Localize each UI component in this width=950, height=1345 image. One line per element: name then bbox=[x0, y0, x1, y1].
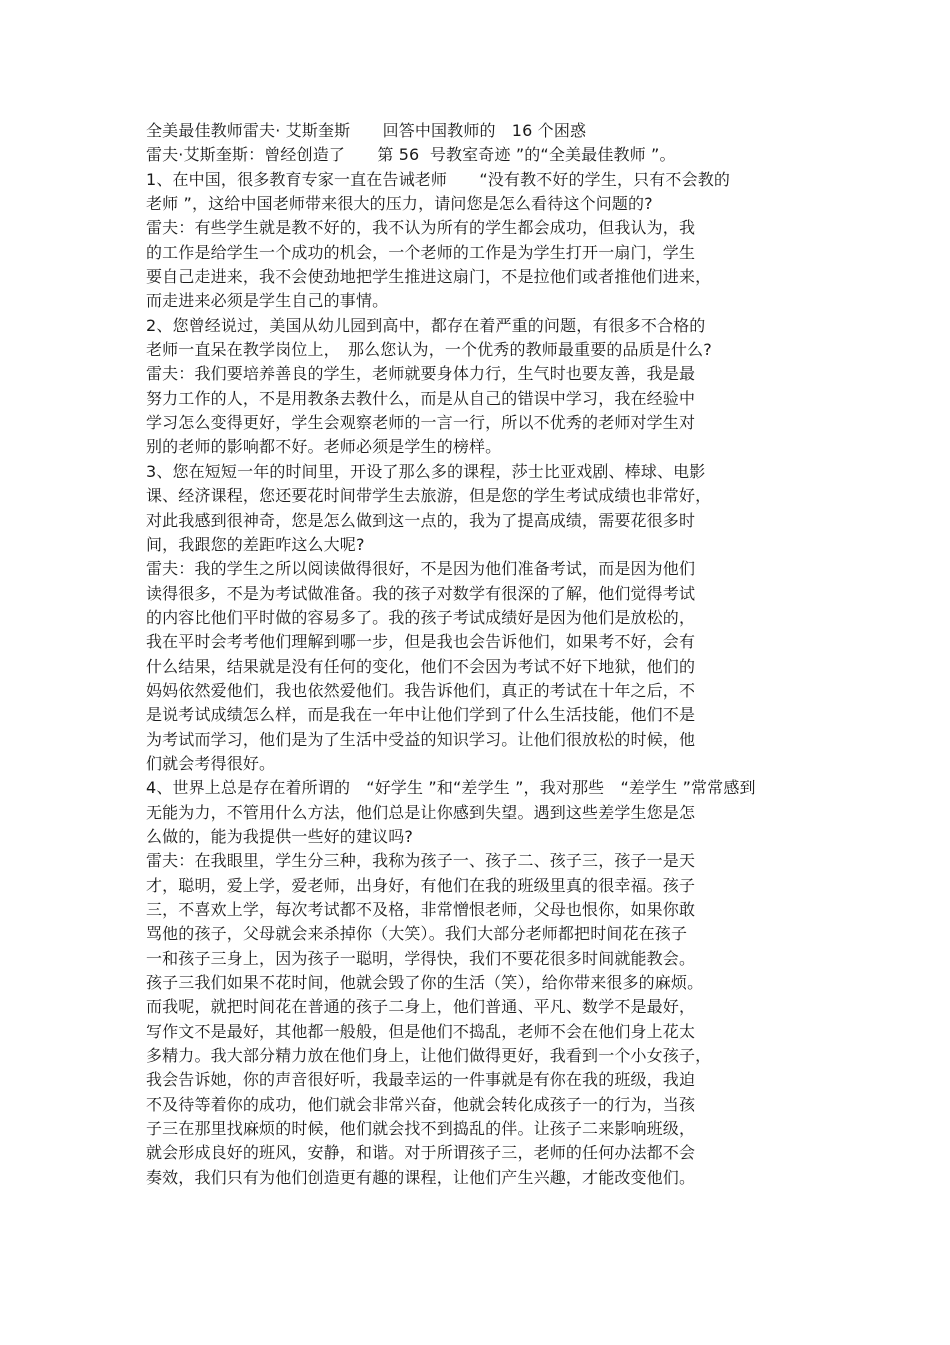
answer-4-line: 孩子三我们如果不花时间，他就会毁了你的生活（笑），给你带来很多的麻烦。 bbox=[146, 973, 704, 993]
question-1-line: 老师 ”，这给中国老师带来很大的压力，请问您是怎么看待这个问题的? bbox=[146, 194, 653, 214]
document-title: 全美最佳教师雷夫· 艾斯奎斯 回答中国教师的 16 个困惑 bbox=[146, 121, 587, 140]
answer-3-line: 们就会考得很好。 bbox=[146, 753, 276, 773]
answer-3-line: 的内容比他们平时做的容易多了。我的孩子考试成绩好是因为他们是放松的， bbox=[146, 607, 696, 627]
answer-4-line: 写作文不是最好，其他都一般般，但是他们不捣乱，老师不会在他们身上花太 bbox=[146, 1021, 696, 1041]
question-3-line: 对此我感到很神奇，您是怎么做到这一点的，我为了提高成绩，需要花很多时 bbox=[146, 510, 696, 530]
answer-2-line: 雷夫：我们要培养善良的学生，老师就要身体力行，生气时也要友善，我是最 bbox=[146, 364, 696, 384]
answer-3-line: 是说考试成绩怎么样，而是我在一年中让他们学到了什么生活技能，他们不是 bbox=[146, 705, 696, 725]
answer-3-line: 我在平时会考考他们理解到哪一步，但是我也会告诉他们，如果考不好，会有 bbox=[146, 632, 696, 652]
answer-4-line: 三，不喜欢上学，每次考试都不及格，非常憎恨老师，父母也恨你，如果你敢 bbox=[146, 900, 696, 919]
answer-3-line: 为考试而学习，他们是为了生活中受益的知识学习。让他们很放松的时候，他 bbox=[146, 729, 696, 749]
answer-2-line: 努力工作的人，不是用教条去教什么，而是从自己的错误中学习，我在经验中 bbox=[146, 388, 696, 408]
answer-4-line: 多精力。我大部分精力放在他们身上，让他们做得更好，我看到一个小女孩子， bbox=[146, 1046, 712, 1066]
answer-1-line: 而走进来必须是学生自己的事情。 bbox=[146, 291, 389, 311]
answer-4-line: 骂他的孩子，父母就会来杀掉你（大笑）。我们大部分老师都把时间花在孩子 bbox=[146, 924, 688, 944]
question-2-line: 老师一直呆在教学岗位上， 那么您认为，一个优秀的教师最重要的品质是什么? bbox=[146, 340, 712, 360]
answer-4-line: 雷夫：在我眼里，学生分三种，我称为孩子一、孩子二、孩子三，孩子一是天 bbox=[146, 851, 696, 871]
question-3-line: 3、您在短短一年的时间里，开设了那么多的课程，莎士比亚戏剧、棒球、电影 bbox=[146, 461, 706, 481]
answer-4-line: 就会形成良好的班风，安静，和谐。对于所谓孩子三，老师的任何办法都不会 bbox=[146, 1143, 696, 1163]
answer-3-line: 什么结果，结果就是没有任何的变化，他们不会因为考试不好下地狱，他们的 bbox=[146, 656, 696, 676]
question-4-line: 么做的，能为我提供一些好的建议吗? bbox=[146, 826, 414, 846]
answer-1-line: 的工作是给学生一个成功的机会，一个老师的工作是为学生打开一扇门，学生 bbox=[146, 242, 696, 262]
answer-3-line: 读得很多，不是为考试做准备。我的孩子对数学有很深的了解，他们觉得考试 bbox=[146, 583, 696, 603]
intro-line: 雷夫·艾斯奎斯：曾经创造了 第 56 号教室奇迹 ”的“全美最佳教师 ”。 bbox=[146, 145, 676, 165]
question-4-line: 无能为力，不管用什么方法，他们总是让你感到失望。遇到这些差学生您是怎 bbox=[146, 802, 696, 822]
answer-2-line: 别的老师的影响都不好。老师必须是学生的榜样。 bbox=[146, 437, 502, 457]
question-2-line: 2、您曾经说过，美国从幼儿园到高中，都存在着严重的问题，有很多不合格的 bbox=[146, 315, 706, 335]
answer-4-line: 才，聪明，爱上学，爱老师，出身好，有他们在我的班级里真的很幸福。孩子 bbox=[146, 875, 696, 895]
answer-4-line: 一和孩子三身上，因为孩子一聪明，学得快，我们不要花很多时间就能教会。 bbox=[146, 948, 696, 968]
document-body bbox=[146, 119, 826, 1190]
answer-3-line: 妈妈依然爱他们，我也依然爱他们。我告诉他们，真正的考试在十年之后，不 bbox=[146, 680, 696, 700]
answer-1-line: 雷夫：有些学生就是教不好的，我不认为所有的学生都会成功，但我认为，我 bbox=[146, 218, 696, 238]
answer-1-line: 要自己走进来，我不会使劲地把学生推进这扇门，不是拉他们或者推他们进来， bbox=[146, 267, 712, 287]
question-3-line: 间，我跟您的差距咋这么大呢? bbox=[146, 534, 365, 554]
question-4-line: 4、世界上总是存在着所谓的 “好学生 ”和“差学生 ”，我对那些 “差学生 ”常常感到 bbox=[146, 778, 756, 798]
answer-4-line: 子三在那里找麻烦的时候，他们就会找不到捣乱的伴。让孩子二来影响班级， bbox=[146, 1119, 696, 1139]
answer-3-line: 雷夫：我的学生之所以阅读做得很好，不是因为他们准备考试，而是因为他们 bbox=[146, 559, 696, 579]
answer-4-line: 我会告诉她，你的声音很好听，我最幸运的一件事就是有你在我的班级，我迫 bbox=[146, 1070, 696, 1090]
answer-4-line: 而我呢，就把时间花在普通的孩子二身上，他们普通、平凡、数学不是最好， bbox=[146, 997, 696, 1017]
answer-2-line: 学习怎么变得更好，学生会观察老师的一言一行，所以不优秀的老师对学生对 bbox=[146, 413, 696, 433]
answer-4-line: 不及待等着你的成功，他们就会非常兴奋，他就会转化成孩子一的行为，当孩 bbox=[146, 1094, 696, 1114]
question-1-line: 1、在中国，很多教育专家一直在告诫老师 “没有教不好的学生，只有不会教的 bbox=[146, 169, 731, 189]
answer-4-line: 奏效，我们只有为他们创造更有趣的课程，让他们产生兴趣，才能改变他们。 bbox=[146, 1167, 696, 1187]
question-3-line: 课、经济课程，您还要花时间带学生去旅游，但是您的学生考试成绩也非常好， bbox=[146, 486, 712, 506]
